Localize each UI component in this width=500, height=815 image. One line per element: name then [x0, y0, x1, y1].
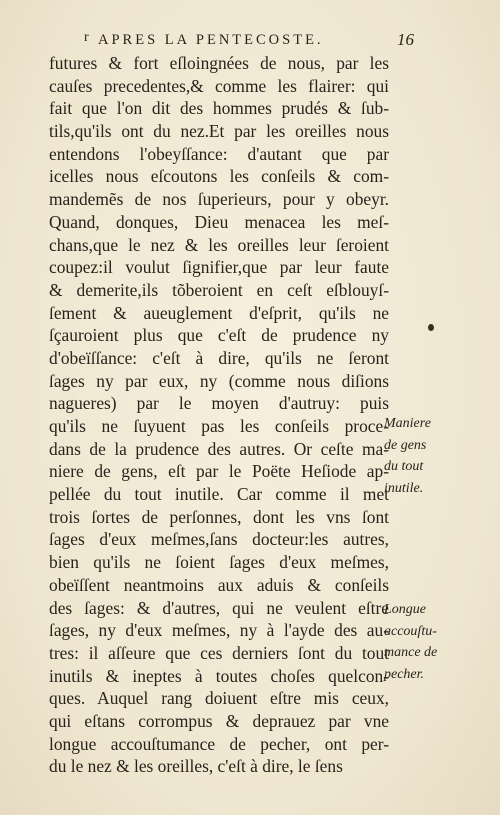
text-line: mandemẽs de nos ſuperieurs, pour y obeyr. — [49, 189, 389, 210]
margin-note-line: accouſtu- — [384, 623, 437, 639]
text-line: ſages d'eux meſmes,ſans docteur:les autres, — [49, 529, 389, 550]
running-head: APRES LA PENTECOSTE. — [98, 32, 324, 48]
margin-note-maniere — [384, 413, 456, 499]
text-line: niere de gens, eſt par le Poëte Heſiode ap- — [49, 461, 389, 482]
text-line: des ſages: & d'autres, qui ne veulent eſtre — [49, 597, 389, 618]
text-line: icelles nous eſcoutons les conſeils & com- — [49, 166, 389, 187]
text-line: bien qu'ils ne ſoient ſages d'eux meſmes, — [49, 552, 389, 573]
text-line: tils,qu'ils ont du nez.Et par les oreilles nous — [49, 121, 389, 142]
text-line: cauſes precedentes,& comme les flairer: qui — [49, 75, 389, 96]
page-number: 16 — [397, 30, 414, 49]
text-line: qui eſtans corrompus & deprauez par vne — [49, 710, 389, 731]
text-line: ſçauroient plus que c'eſt de prudence ny — [49, 325, 389, 346]
text-line: coupez:il voulut ſignifier,que par leur faute — [49, 257, 389, 278]
margin-note-line: Longue — [384, 602, 426, 617]
text-line: dans de la prudence des autres. Or ceſte ma- — [49, 438, 389, 459]
text-line: ſages ny par eux, ny (comme nous diſions — [49, 370, 389, 391]
margin-note-longue — [384, 599, 456, 685]
text-line: futures & fort eſloingnées de nous, par les — [49, 53, 389, 73]
text-line: trois ſortes de perſonnes, dont les vns ſont — [49, 506, 389, 527]
text-line: fait que l'on dit des hommes prudés & ſub- — [49, 98, 389, 119]
text-line: longue accouſtumance de pecher, ont per- — [49, 733, 389, 754]
margin-note-line: pecher. — [384, 666, 425, 682]
text-line: inutils & ineptes à toutes choſes quelcon- — [49, 665, 389, 686]
text-line: ſages, ny d'eux meſmes, ny à l'ayde des au- — [49, 620, 389, 641]
text-line: & demerite,ils tõberoient en ceſt eſblouyſ- — [49, 279, 389, 300]
text-line: nagueres) par le moyen d'autruy: puis — [49, 393, 389, 414]
text-line: obeïſſent neantmoins aux aduis & conſeils — [49, 574, 389, 595]
corner-mark: r — [84, 30, 89, 45]
margin-note-line: mance de — [384, 645, 438, 660]
text-line: qu'ils ne ſuyuent pas les conſeils proce- — [49, 416, 389, 436]
page-header — [84, 30, 414, 52]
text-line: entendons l'obeyſſance: d'autant que par — [49, 143, 389, 164]
text-line: ſement & aueuglement d'eſprit, qu'ils ne — [49, 302, 389, 323]
margin-note-line: inutile. — [384, 480, 424, 496]
margin-note-line: de gens — [384, 437, 427, 453]
text-line: chans,que le nez & les oreilles leur ſeroient — [49, 234, 389, 255]
text-line: tres: il aſſeure que ces derniers ſont du tout — [49, 642, 389, 663]
margin-note-line: du tout — [384, 459, 424, 474]
text-line: du le nez & les oreilles, c'eſt à dire, le ſens — [49, 756, 343, 777]
text-line: ques. Auquel rang doiuent eſtre mis ceux, — [49, 688, 389, 709]
text-line: d'obeïſſance: c'eſt à dire, qu'ils ne ſeront — [49, 347, 389, 368]
margin-note-line: Maniere — [384, 416, 431, 431]
ink-spot — [428, 324, 434, 331]
text-line: Quand, donques, Dieu menacea les meſ- — [49, 211, 389, 232]
body-text — [49, 52, 389, 778]
text-line: pellée du tout inutile. Car comme il met — [49, 484, 389, 505]
